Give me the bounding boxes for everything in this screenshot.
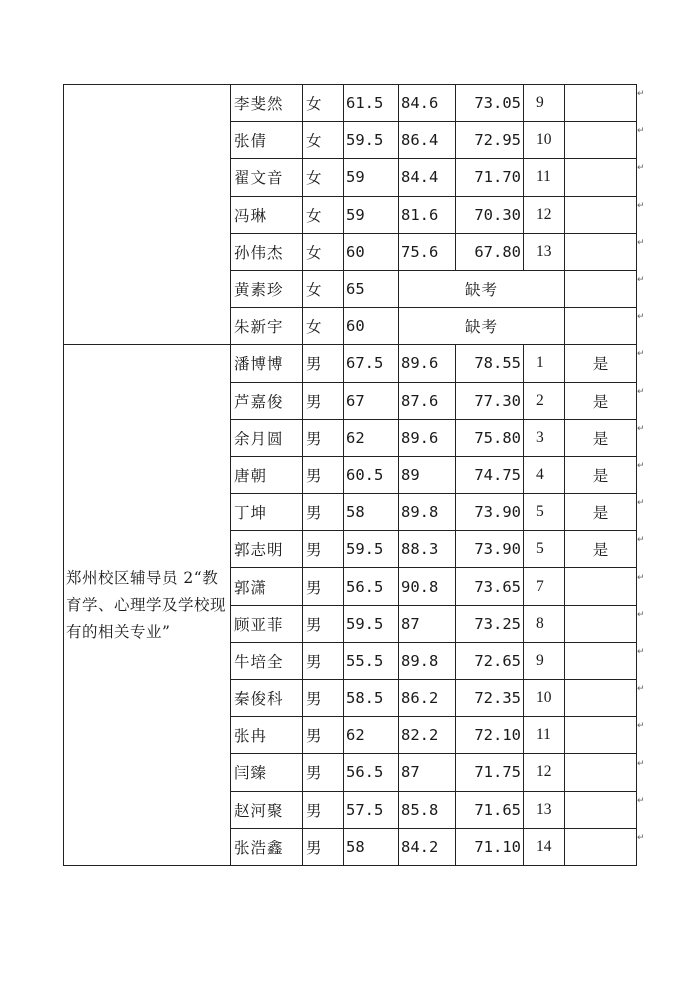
paragraph-mark-icon: ↵: [637, 89, 645, 99]
total-score-cell: 72.65: [456, 642, 524, 679]
written-score-cell: 60: [344, 233, 399, 270]
name-cell: 冯琳: [231, 196, 303, 233]
total-score-cell: 72.10: [456, 717, 524, 754]
results-table-body: [64, 85, 637, 866]
pass-flag-cell: [565, 568, 637, 605]
rank-cell: 7: [524, 568, 565, 605]
gender-cell: 男: [303, 531, 344, 568]
name-cell: 潘博博: [231, 345, 303, 382]
name-cell: 翟文音: [231, 159, 303, 196]
pass-flag-cell: [565, 680, 637, 717]
gender-cell: 女: [303, 122, 344, 159]
name-cell: 余月圆: [231, 419, 303, 456]
total-score-cell: 71.65: [456, 791, 524, 828]
total-score-cell: 73.25: [456, 605, 524, 642]
rank-cell: 5: [524, 531, 565, 568]
pass-flag-cell: [565, 791, 637, 828]
rank-cell: 10: [524, 122, 565, 159]
name-cell: 郭潇: [231, 568, 303, 605]
interview-score-cell: 84.2: [399, 828, 456, 865]
rank-cell: 12: [524, 196, 565, 233]
rank-cell: 13: [524, 791, 565, 828]
written-score-cell: 62: [344, 717, 399, 754]
rank-cell: 11: [524, 717, 565, 754]
total-score-cell: 78.55: [456, 345, 524, 382]
absent-cell: 缺考: [399, 270, 565, 307]
table-row: [64, 345, 637, 382]
total-score-cell: 75.80: [456, 419, 524, 456]
written-score-cell: 58: [344, 494, 399, 531]
rank-cell: 12: [524, 754, 565, 791]
gender-cell: 男: [303, 345, 344, 382]
gender-cell: 男: [303, 680, 344, 717]
interview-score-cell: 81.6: [399, 196, 456, 233]
gender-cell: 男: [303, 754, 344, 791]
pass-flag-cell: [565, 754, 637, 791]
gender-cell: 女: [303, 233, 344, 270]
interview-score-cell: 88.3: [399, 531, 456, 568]
gender-cell: 男: [303, 382, 344, 419]
paragraph-mark-icon: ↵: [637, 609, 645, 620]
interview-score-cell: 84.4: [399, 159, 456, 196]
rank-cell: 5: [524, 494, 565, 531]
written-score-cell: 61.5: [344, 85, 399, 122]
written-score-cell: 58.5: [344, 680, 399, 717]
pass-flag-cell: 是: [565, 382, 637, 419]
paragraph-mark-icon: ↵: [637, 126, 645, 137]
pass-flag-cell: [565, 122, 637, 159]
pass-flag-cell: [565, 717, 637, 754]
interview-score-cell: 89.6: [399, 345, 456, 382]
interview-score-cell: 86.2: [399, 680, 456, 717]
gender-cell: 女: [303, 308, 344, 345]
paragraph-mark-icon: ↵: [637, 572, 645, 583]
pass-flag-cell: [565, 159, 637, 196]
interview-score-cell: 90.8: [399, 568, 456, 605]
paragraph-mark-icon: ↵: [637, 275, 645, 285]
name-cell: 朱新宇: [231, 308, 303, 345]
written-score-cell: 59.5: [344, 531, 399, 568]
interview-score-cell: 89: [399, 456, 456, 493]
paragraph-mark-icon: ↵: [637, 795, 645, 806]
written-score-cell: 59.5: [344, 605, 399, 642]
pass-flag-cell: [565, 233, 637, 270]
interview-score-cell: 89.6: [399, 419, 456, 456]
group-label-cell: 郑州校区辅导员 2“教育学、心理学及学校现有的相关专业”: [64, 345, 231, 866]
written-score-cell: 55.5: [344, 642, 399, 679]
rank-cell: 13: [524, 233, 565, 270]
name-cell: 李斐然: [231, 85, 303, 122]
pass-flag-cell: [565, 642, 637, 679]
total-score-cell: 73.90: [456, 494, 524, 531]
total-score-cell: 72.95: [456, 122, 524, 159]
gender-cell: 男: [303, 642, 344, 679]
written-score-cell: 58: [344, 828, 399, 865]
written-score-cell: 60.5: [344, 456, 399, 493]
written-score-cell: 62: [344, 419, 399, 456]
total-score-cell: 72.35: [456, 680, 524, 717]
total-score-cell: 74.75: [456, 456, 524, 493]
written-score-cell: 59: [344, 159, 399, 196]
name-cell: 芦嘉俊: [231, 382, 303, 419]
name-cell: 张倩: [231, 122, 303, 159]
rank-cell: 9: [524, 642, 565, 679]
pass-flag-cell: 是: [565, 531, 637, 568]
absent-cell: 缺考: [399, 308, 565, 345]
written-score-cell: 67: [344, 382, 399, 419]
gender-cell: 女: [303, 85, 344, 122]
paragraph-mark-icon: ↵: [637, 200, 645, 211]
pass-flag-cell: [565, 85, 637, 122]
name-cell: 唐朝: [231, 456, 303, 493]
name-cell: 张冉: [231, 717, 303, 754]
name-cell: 秦俊科: [231, 680, 303, 717]
rank-cell: 14: [524, 828, 565, 865]
interview-score-cell: 86.4: [399, 122, 456, 159]
paragraph-mark-icon: ↵: [637, 647, 645, 657]
paragraph-mark-icon: ↵: [637, 237, 645, 248]
pass-flag-cell: [565, 196, 637, 233]
written-score-cell: 56.5: [344, 754, 399, 791]
gender-cell: 女: [303, 270, 344, 307]
paragraph-mark-icon: ↵: [637, 312, 645, 323]
gender-cell: 男: [303, 605, 344, 642]
gender-cell: 男: [303, 494, 344, 531]
name-cell: 黄素珍: [231, 270, 303, 307]
rank-cell: 10: [524, 680, 565, 717]
total-score-cell: 73.90: [456, 531, 524, 568]
written-score-cell: 59: [344, 196, 399, 233]
interview-score-cell: 89.8: [399, 494, 456, 531]
interview-score-cell: 82.2: [399, 717, 456, 754]
total-score-cell: 71.70: [456, 159, 524, 196]
pass-flag-cell: 是: [565, 494, 637, 531]
gender-cell: 男: [303, 717, 344, 754]
paragraph-mark-icon: ↵: [637, 833, 645, 843]
name-cell: 顾亚菲: [231, 605, 303, 642]
pass-flag-cell: 是: [565, 456, 637, 493]
rank-cell: 8: [524, 605, 565, 642]
written-score-cell: 67.5: [344, 345, 399, 382]
interview-score-cell: 75.6: [399, 233, 456, 270]
written-score-cell: 56.5: [344, 568, 399, 605]
table-row: [64, 85, 637, 122]
interview-score-cell: 87: [399, 754, 456, 791]
interview-score-cell: 87.6: [399, 382, 456, 419]
rank-cell: 9: [524, 85, 565, 122]
gender-cell: 男: [303, 568, 344, 605]
paragraph-mark-icon: ↵: [637, 386, 645, 397]
total-score-cell: 70.30: [456, 196, 524, 233]
pass-flag-cell: [565, 270, 637, 307]
gender-cell: 女: [303, 196, 344, 233]
rank-cell: 4: [524, 456, 565, 493]
rank-cell: 1: [524, 345, 565, 382]
name-cell: 牛培全: [231, 642, 303, 679]
name-cell: 郭志明: [231, 531, 303, 568]
gender-cell: 男: [303, 828, 344, 865]
pass-flag-cell: [565, 308, 637, 345]
gender-cell: 男: [303, 791, 344, 828]
name-cell: 孙伟杰: [231, 233, 303, 270]
paragraph-mark-icon: ↵: [637, 758, 645, 769]
paragraph-mark-icon: ↵: [637, 535, 645, 546]
name-cell: 张浩鑫: [231, 828, 303, 865]
written-score-cell: 65: [344, 270, 399, 307]
paragraph-mark-icon: ↵: [637, 684, 645, 695]
paragraph-mark-icon: ↵: [637, 498, 645, 509]
rank-cell: 3: [524, 419, 565, 456]
interview-score-cell: 85.8: [399, 791, 456, 828]
interview-score-cell: 89.8: [399, 642, 456, 679]
total-score-cell: 71.75: [456, 754, 524, 791]
interview-score-cell: 84.6: [399, 85, 456, 122]
pass-flag-cell: 是: [565, 345, 637, 382]
total-score-cell: 77.30: [456, 382, 524, 419]
name-cell: 赵河聚: [231, 791, 303, 828]
paragraph-mark-icon: ↵: [637, 349, 645, 360]
written-score-cell: 57.5: [344, 791, 399, 828]
pass-flag-cell: [565, 828, 637, 865]
name-cell: 丁坤: [231, 494, 303, 531]
rank-cell: 2: [524, 382, 565, 419]
name-cell: 闫臻: [231, 754, 303, 791]
interview-score-cell: 87: [399, 605, 456, 642]
gender-cell: 男: [303, 419, 344, 456]
gender-cell: 男: [303, 456, 344, 493]
paragraph-mark-icon: ↵: [637, 721, 645, 732]
group-label-cell: [64, 85, 231, 345]
rank-cell: 11: [524, 159, 565, 196]
paragraph-mark-icon: ↵: [637, 163, 645, 174]
pass-flag-cell: 是: [565, 419, 637, 456]
total-score-cell: 67.80: [456, 233, 524, 270]
gender-cell: 女: [303, 159, 344, 196]
paragraph-mark-icon: ↵: [637, 423, 645, 434]
written-score-cell: 60: [344, 308, 399, 345]
results-table: [63, 84, 637, 866]
written-score-cell: 59.5: [344, 122, 399, 159]
pass-flag-cell: [565, 605, 637, 642]
paragraph-mark-icon: ↵: [637, 461, 645, 471]
total-score-cell: 71.10: [456, 828, 524, 865]
total-score-cell: 73.65: [456, 568, 524, 605]
total-score-cell: 73.05: [456, 85, 524, 122]
